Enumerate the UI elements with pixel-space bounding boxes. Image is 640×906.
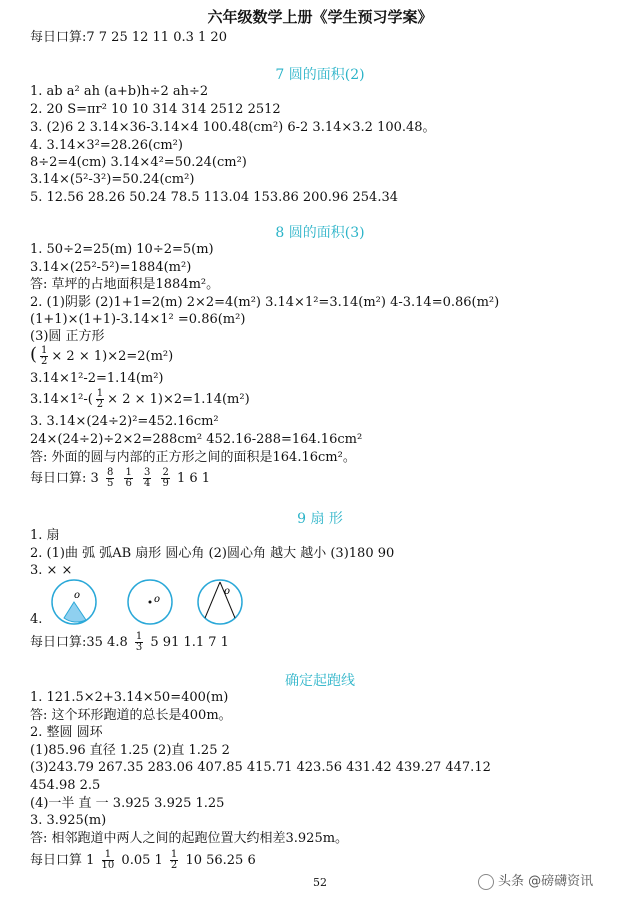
answer-line: 2. 整圆 圆环: [30, 725, 103, 740]
answer-line: 3.14×1²-2=1.14(m²): [30, 371, 164, 386]
fraction: $\frac{1}{2}$: [96, 388, 104, 410]
answer-line: 答: 相邻跑道中两人之间的起跑位置大约相差3.925m。: [30, 831, 349, 846]
page-number: 52: [313, 876, 327, 889]
answer-line: (4)一半 直 一 3.925 3.925 1.25: [30, 796, 225, 811]
center-label: o: [74, 590, 81, 601]
fraction: $\frac{1}{6}$: [125, 467, 132, 489]
answer-line: 2. (1)阴影 (2)1+1=2(m) 2×2=4(m²) 3.14×1²=3.14(m²) 4-3.14=0.86(m²): [30, 295, 500, 310]
section-8-heading: 8 圆的面积(3): [275, 225, 365, 241]
answer-line: 4. 3.14×3²=28.26(cm²): [30, 138, 183, 153]
fraction-formula-line: ( $\frac{1}{2}$ × 2 × 1)×2=2(m²): [30, 344, 174, 367]
circle-diagram-3: [198, 580, 242, 624]
fraction: $\frac{1}{3}$: [135, 631, 143, 653]
mental-math-line: 每日口算:35 4.8 $\frac{1}{3}$ 5 91 1.1 7 1: [30, 631, 229, 653]
answer-line: 4.: [30, 612, 43, 627]
answer-line: 2. (1)曲 弧 弧AB 扇形 圆心角 (2)圆心角 越大 越小 (3)180 90: [30, 546, 395, 561]
center-label: o: [224, 586, 231, 597]
answer-line: 8÷2=4(cm) 3.14×4²=50.24(cm²): [30, 155, 247, 170]
mental-math-line: 每日口算: 3 $\frac{8}{5}$ $\frac{1}{6}$ $\frac{3}{4}$ $\frac{2}{9}$ 1 6 1: [30, 467, 211, 489]
answer-line: 3. × ×: [30, 563, 73, 578]
sector-diagrams: [50, 578, 250, 628]
answer-line: 3. (2)6 2 3.14×36-3.14×4 100.48(cm²) 6-2 3.14×3.2 100.48。: [30, 120, 436, 135]
answer-line: 3. 3.14×(24÷2)²=452.16cm²: [30, 414, 219, 429]
center-label: o: [154, 594, 161, 605]
circle-diagram-2: [128, 580, 172, 624]
answer-line: 答: 草坪的占地面积是1884m²。: [30, 277, 220, 292]
page-title: 六年级数学上册《学生预习学案》: [207, 8, 433, 26]
section-7-heading: 7 圆的面积(2): [275, 67, 365, 83]
answer-line: 1. 扇: [30, 528, 60, 543]
answer-line: 3.14×(25²-5²)=1884(m²): [30, 260, 192, 275]
answer-line: (1)85.96 直径 1.25 (2)直 1.25 2: [30, 743, 230, 758]
answer-line: (3)圆 正方形: [30, 329, 105, 344]
mental-math-line: 每日口算 1 $\frac{1}{10}$ 0.05 1 $\frac{1}{2}$ 10 56.25 6: [30, 849, 256, 871]
open-paren: (: [30, 344, 38, 365]
watermark: 头条 @磅礴资讯: [478, 870, 593, 890]
answer-line: 答: 这个环形跑道的总长是400m。: [30, 708, 232, 723]
section-10-heading: 确定起跑线: [285, 673, 355, 689]
fraction: $\frac{8}{5}$: [106, 467, 114, 489]
fraction: $\frac{1}{2}$: [170, 849, 178, 871]
fraction: $\frac{3}{4}$: [143, 467, 151, 489]
answer-line: 454.98 2.5: [30, 778, 101, 793]
section-9-heading: 9 扇 形: [297, 511, 343, 527]
answer-line: 24×(24÷2)÷2×2=288cm² 452.16-288=164.16cm²: [30, 432, 363, 447]
answer-line: 5. 12.56 28.26 50.24 78.5 113.04 153.86 200.96 254.34: [30, 190, 399, 205]
answer-line: (3)243.79 267.35 283.06 407.85 415.71 423.56 431.42 439.27 447.12: [30, 760, 491, 775]
fraction: $\frac{2}{9}$: [162, 467, 169, 489]
answer-line: 3.14×(5²-3²)=50.24(cm²): [30, 172, 195, 187]
answer-line: (1+1)×(1+1)-3.14×1² =0.86(m²): [30, 312, 246, 327]
answer-line: 2. 20 S=πr² 10 10 314 314 2512 2512: [30, 102, 281, 117]
mental-math-top: 每日口算:7 7 25 12 11 0.3 1 20: [30, 30, 227, 45]
answer-line: 1. ab a² ah (a+b)h÷2 ah÷2: [30, 84, 209, 99]
fraction: $\frac{1}{10}$: [101, 849, 115, 871]
watermark-icon: [478, 874, 494, 890]
answer-line: 3. 3.925(m): [30, 813, 107, 828]
answer-line: 1. 121.5×2+3.14×50=400(m): [30, 690, 229, 705]
fraction-formula-line: 3.14×1²-( $\frac{1}{2}$ × 2 × 1)×2=1.14(m²): [30, 388, 250, 410]
circle-diagram-1: [52, 580, 96, 624]
answer-line: 1. 50÷2=25(m) 10÷2=5(m): [30, 242, 214, 257]
answer-line: 答: 外面的圆与内部的正方形之间的面积是164.16cm²。: [30, 450, 356, 465]
fraction: $\frac{1}{2}$: [41, 345, 48, 367]
